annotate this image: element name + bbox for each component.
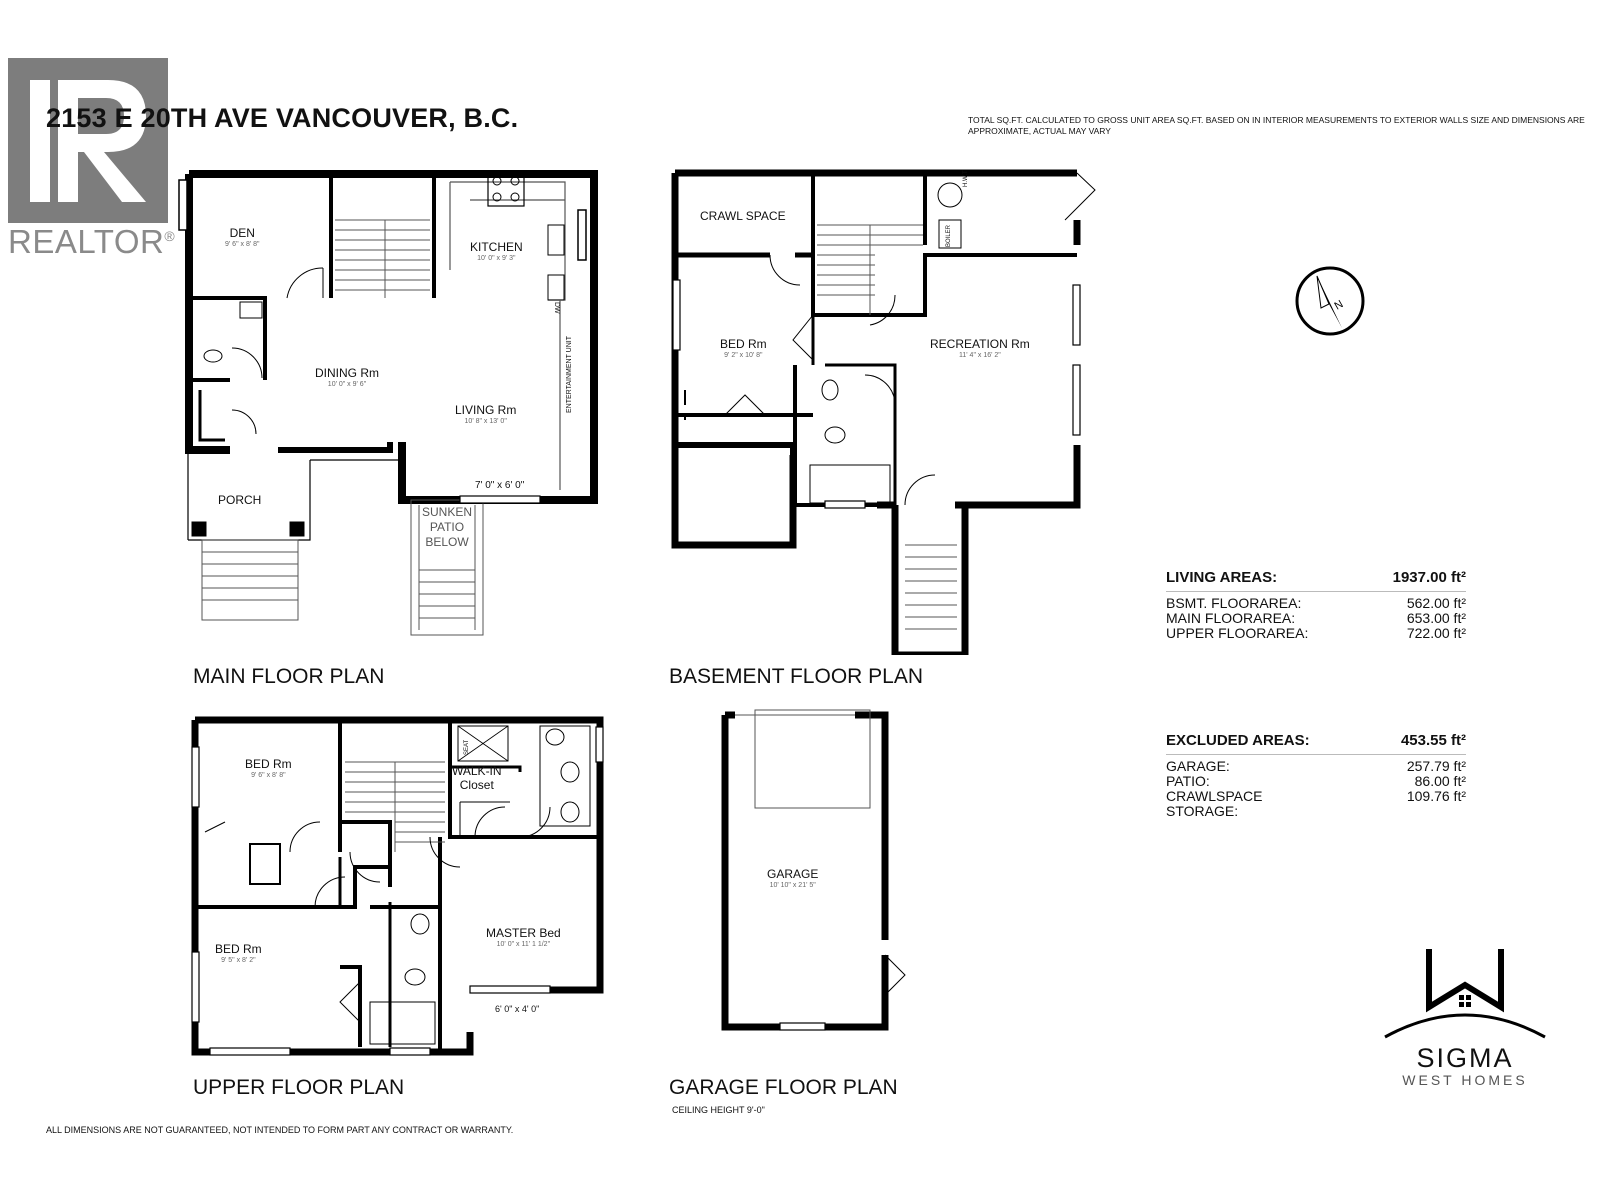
area-row-label: GARAGE:	[1166, 758, 1230, 774]
room-upper-bed-2	[215, 942, 262, 964]
area-row	[1166, 596, 1466, 611]
excluded-areas-total: 453.55 ft²	[1400, 732, 1466, 749]
main-floor-plan	[170, 160, 610, 660]
area-disclaimer: TOTAL SQ.FT. CALCULATED TO GROSS UNIT AREA SQ.FT. BASED ON IN INTERIOR MEASUREMENTS TO EXTERIOR WALLS SIZE AND DIMENSIONS ARE APPROXIMATE, ACTUAL MAY VARY	[968, 115, 1585, 136]
porch-dimension: 7' 0" x 6' 0"	[475, 480, 525, 491]
room-recreation-dim: 11' 4" x 16' 2"	[959, 352, 1001, 359]
room-living	[455, 403, 516, 425]
room-upper-bed-1	[245, 757, 292, 779]
seat-label: SEAT	[464, 739, 470, 755]
room-recreation	[930, 337, 1030, 359]
realtor-r-icon	[8, 58, 168, 223]
below-label: BELOW	[425, 535, 469, 549]
sigma-west-homes-logo	[1383, 945, 1547, 1088]
brand-name: SIGMA	[1416, 1043, 1514, 1073]
garage-floor-plan	[715, 705, 925, 1040]
room-master-bed-dim: 10' 0" x 11' 1 1/2"	[496, 941, 551, 948]
area-row-label: CRAWLSPACE STORAGE:	[1166, 788, 1263, 819]
living-areas-label: LIVING AREAS:	[1166, 569, 1278, 586]
area-row-label: UPPER FLOORAREA:	[1166, 625, 1309, 641]
area-row-label: MAIN FLOORAREA:	[1166, 610, 1296, 626]
room-dining-name: DINING Rm	[315, 366, 379, 380]
upper-floor-plan	[190, 712, 610, 1067]
excluded-areas-header	[1166, 733, 1466, 748]
area-row	[1166, 789, 1466, 819]
room-porch	[218, 493, 261, 507]
room-upper-bed-1-dim: 9' 6" x 8' 8"	[251, 772, 286, 779]
area-row	[1166, 626, 1466, 641]
living-areas-summary	[1166, 570, 1466, 641]
hwt-label: H.W.T	[963, 170, 969, 187]
room-basement-bed-dim: 9' 2" x 10' 8"	[724, 352, 763, 359]
upper-floor-title: UPPER FLOOR PLAN	[193, 1076, 405, 1099]
basement-floor-drawing	[665, 165, 1105, 655]
realtor-mark	[8, 58, 168, 223]
area-row-value: 86.00 ft²	[1414, 773, 1466, 789]
room-porch-name: PORCH	[218, 493, 262, 507]
sunken-patio-label	[422, 505, 472, 550]
area-row-label: PATIO:	[1166, 773, 1210, 789]
area-row	[1166, 759, 1466, 774]
walk-in-label: WALK-IN	[452, 764, 502, 778]
north-arrow	[1295, 266, 1365, 341]
room-dining-dim: 10' 0" x 9' 6"	[327, 381, 367, 388]
room-recreation-name: RECREATION Rm	[930, 337, 1030, 351]
excluded-areas-label: EXCLUDED AREAS:	[1166, 732, 1310, 749]
room-crawl-space-name: CRAWL SPACE	[700, 209, 786, 223]
realtor-logo	[8, 58, 184, 261]
garage-floor-drawing	[715, 705, 925, 1040]
closet-label: Closet	[459, 778, 494, 792]
living-areas-divider	[1166, 591, 1466, 592]
room-upper-bed-2-dim: 9' 5" x 8' 2"	[221, 957, 256, 964]
main-floor-title: MAIN FLOOR PLAN	[193, 665, 385, 688]
entertainment-unit-label: ENTERTAINMENT UNIT	[566, 335, 573, 413]
area-row-label: BSMT. FLOORAREA:	[1166, 595, 1302, 611]
room-kitchen	[470, 240, 523, 262]
property-address: 2153 E 20TH AVE VANCOUVER, B.C.	[46, 103, 519, 133]
basement-floor-plan	[665, 165, 1105, 655]
room-kitchen-dim: 10' 0" x 9' 3"	[477, 255, 516, 262]
area-row-value: 257.79 ft²	[1406, 758, 1466, 774]
dishwasher-label: DW	[553, 302, 560, 314]
sunken-label: SUNKEN	[422, 505, 473, 519]
area-row-value: 722.00 ft²	[1406, 625, 1466, 641]
room-living-dim: 10' 8" x 13' 0"	[464, 418, 507, 425]
room-walk-in-closet	[452, 764, 502, 792]
brand-tagline: WEST HOMES	[1402, 1072, 1528, 1088]
room-master-bed	[486, 926, 561, 948]
ceiling-height-note: CEILING HEIGHT 9'-0"	[672, 1105, 765, 1115]
area-row	[1166, 774, 1466, 789]
patio-label: PATIO	[429, 520, 465, 534]
room-living-name: LIVING Rm	[455, 403, 517, 417]
living-areas-total: 1937.00 ft²	[1392, 569, 1466, 586]
boiler-label: BOILER	[946, 224, 952, 247]
basement-floor-title: BASEMENT FLOOR PLAN	[669, 665, 924, 688]
window-dimension: 6' 0" x 4' 0"	[495, 1004, 540, 1014]
excluded-areas-summary	[1166, 733, 1466, 819]
compass-icon	[1295, 266, 1365, 336]
area-row-value: 562.00 ft²	[1406, 595, 1466, 611]
room-garage	[767, 867, 818, 889]
room-upper-bed-2-name: BED Rm	[215, 942, 262, 956]
room-dining	[315, 366, 379, 388]
room-garage-name: GARAGE	[767, 867, 819, 881]
room-den-dim: 9' 6" x 8' 8"	[225, 241, 260, 248]
footer-disclaimer: ALL DIMENSIONS ARE NOT GUARANTEED, NOT INTENDED TO FORM PART ANY CONTRACT OR WARRANTY.	[46, 1125, 514, 1135]
room-basement-bed	[720, 337, 767, 359]
room-master-bed-name: MASTER Bed	[486, 926, 561, 940]
room-den	[225, 226, 260, 248]
area-row-value: 653.00 ft²	[1406, 610, 1466, 626]
excluded-areas-divider	[1166, 754, 1466, 755]
area-row	[1166, 611, 1466, 626]
room-upper-bed-1-name: BED Rm	[245, 757, 292, 771]
room-kitchen-name: KITCHEN	[470, 240, 523, 254]
living-areas-header	[1166, 570, 1466, 585]
room-basement-bed-name: BED Rm	[720, 337, 767, 351]
room-crawl-space	[700, 209, 786, 223]
garage-floor-title: GARAGE FLOOR PLAN	[669, 1076, 898, 1099]
compass-letter: N	[1332, 298, 1346, 313]
room-den-name: DEN	[229, 226, 255, 240]
realtor-word: REALTOR	[8, 223, 165, 260]
room-garage-dim: 10' 10" x 21' 5"	[769, 882, 816, 889]
realtor-registered: ®	[164, 228, 176, 244]
house-w-icon	[1383, 945, 1547, 1040]
area-row-value: 109.76 ft²	[1406, 788, 1466, 804]
